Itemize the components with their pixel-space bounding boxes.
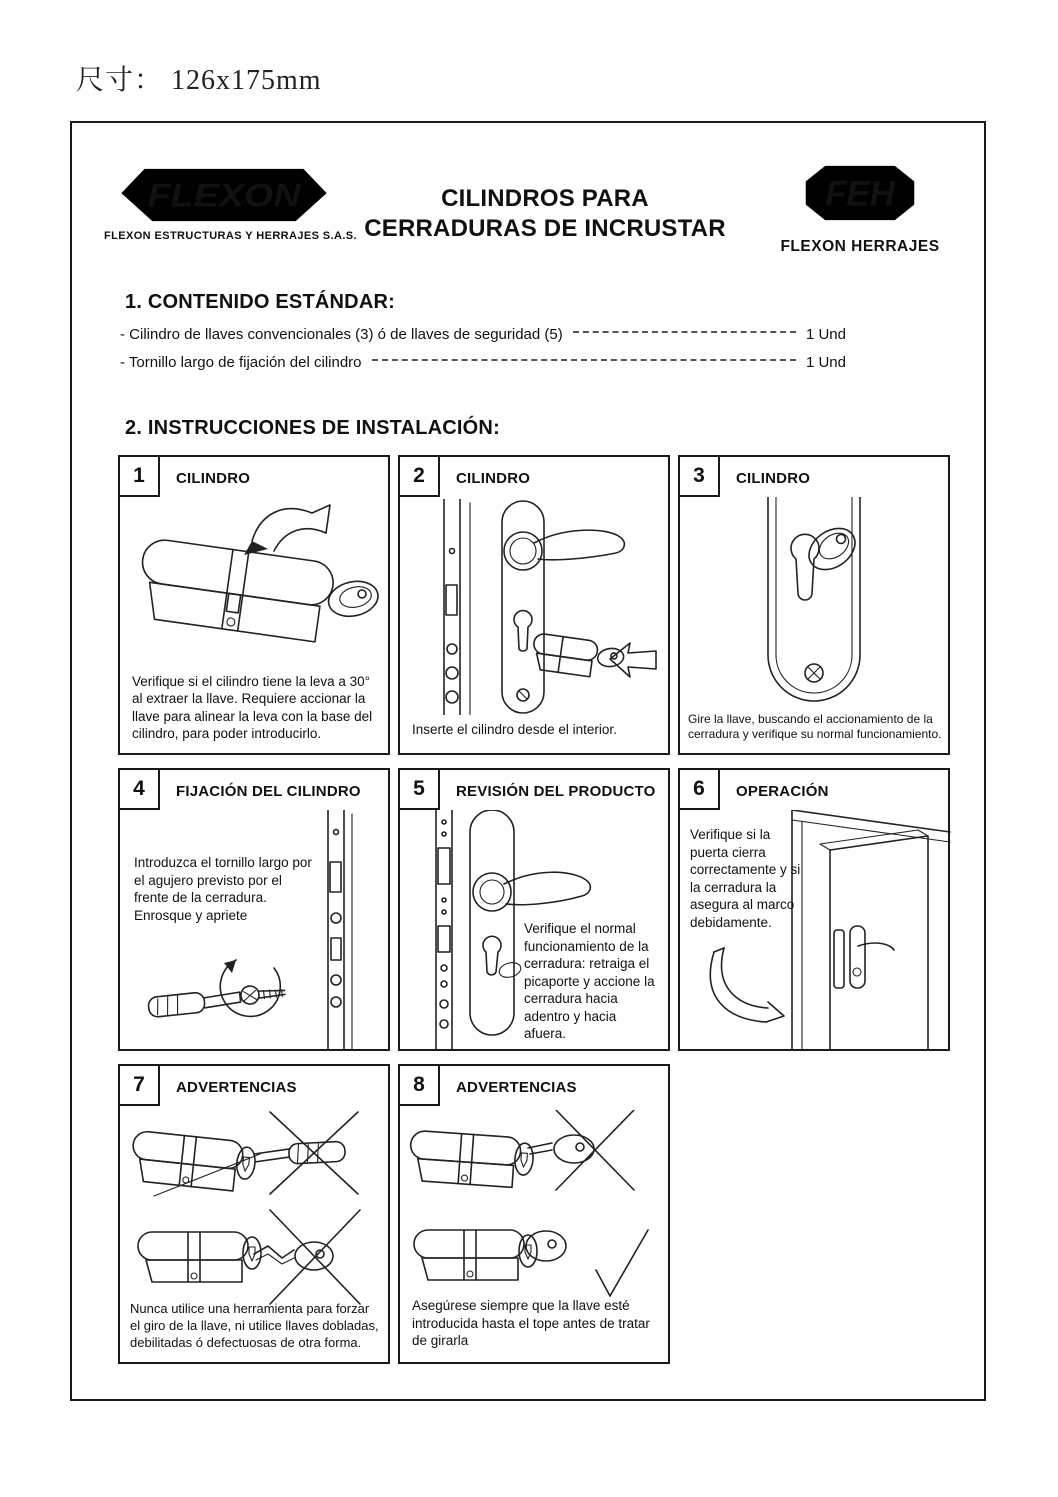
step-box-7: [118, 1064, 390, 1364]
step-box-3: [678, 455, 950, 755]
feh-logo-icon: [801, 162, 919, 224]
section2-heading: 2. INSTRUCCIONES DE INSTALACIÓN:: [125, 417, 500, 439]
step-caption: Asegúrese siempre que la llave esté introducida hasta el tope antes de tratar de girarla: [412, 1298, 650, 1349]
step-box-2: [398, 455, 670, 755]
step-caption: Nunca utilice una herramienta para forzar el giro de la llave, ni utilice llaves dobladas, debilitadas ó defectuosas de otra forma.: [130, 1301, 379, 1351]
content-item-label: - Tornillo largo de fijación del cilindro: [120, 354, 362, 371]
step-title: ADVERTENCIAS: [456, 1078, 577, 1096]
step-box-5: [398, 768, 670, 1051]
document-title-line2: CERRADURAS DE INCRUSTAR: [364, 215, 726, 242]
section1-heading: 1. CONTENIDO ESTÁNDAR:: [125, 291, 395, 313]
step-number: 7: [118, 1064, 160, 1106]
content-item-qty: 1 Und: [805, 326, 846, 343]
screw-fixing-illustration: [120, 810, 392, 1050]
step-title: REVISIÓN DEL PRODUCTO: [456, 782, 656, 800]
step-caption: Inserte el cilindro desde el interior.: [412, 722, 617, 738]
step-number: 3: [678, 455, 720, 497]
step-box-1: [118, 455, 390, 755]
step-caption: Gire la llave, buscando el accionamiento de la cerradura y verifique su normal funcionamiento.: [688, 711, 942, 742]
step-caption: Verifique si el cilindro tiene la leva a 30° al extraer la llave. Requiere accionar la llave para alinear la leva con la base del cilindro, para poder introducirlo.: [132, 673, 373, 742]
sheet-size-note: 尺寸： 126x175mm: [76, 65, 322, 96]
step-box-8: [398, 1064, 670, 1364]
step-title: OPERACIÓN: [736, 782, 829, 800]
content-item-row: [120, 354, 846, 371]
cylinder-key-cam-illustration: [124, 501, 388, 681]
feh-logo-text: FEH: [825, 174, 895, 214]
step-caption: Verifique el normal funcionamiento de la cerradura: retraiga el picaporte y accione la cerradura hacia adentro y hacia afuera.: [524, 921, 655, 1042]
step-caption: Verifique si la puerta cierra correctamente y si la cerradura la asegura al marco debidamente.: [690, 827, 801, 930]
step-title: FIJACIÓN DEL CILINDRO: [176, 782, 361, 800]
step-box-4: [118, 768, 390, 1051]
document-title-line1: CILINDROS PARA: [441, 185, 649, 212]
step-box-6: [678, 768, 950, 1051]
dashed-leader: [573, 331, 796, 333]
flexon-logo: [104, 164, 357, 242]
content-item-label: - Cilindro de llaves convencionales (3) ó de llaves de seguridad (5): [120, 326, 563, 343]
flexon-logo-icon: [116, 164, 332, 226]
feh-logo-subtitle: FLEXON HERRAJES: [780, 238, 940, 255]
dashed-leader: [372, 359, 796, 361]
step-number: 2: [398, 455, 440, 497]
insert-cylinder-illustration: [414, 499, 658, 715]
step-number: 5: [398, 768, 440, 810]
step-title: CILINDRO: [736, 469, 811, 487]
step-number: 1: [118, 455, 160, 497]
step-title: CILINDRO: [176, 469, 251, 487]
step-title: CILINDRO: [456, 469, 531, 487]
document-title: [350, 184, 740, 244]
key-fully-inserted-illustration: [404, 1110, 668, 1310]
flexon-logo-text: FLEXON: [147, 177, 302, 214]
step-number: 8: [398, 1064, 440, 1106]
flexon-logo-subtitle: FLEXON ESTRUCTURAS Y HERRAJES S.A.S.: [104, 230, 357, 242]
key-turn-escutcheon-illustration: [708, 497, 924, 707]
step-number: 6: [678, 768, 720, 810]
step-caption: Introduzca el tornillo largo por el agujero previsto por el frente de la cerradura. Enrosque y apriete: [134, 855, 312, 923]
step-number: 4: [118, 768, 160, 810]
step-title: ADVERTENCIAS: [176, 1078, 297, 1096]
feh-logo: [770, 162, 950, 256]
content-item-qty: 1 Und: [805, 354, 846, 371]
content-item-row: [120, 326, 846, 343]
forbidden-tools-illustration: [124, 1110, 388, 1310]
